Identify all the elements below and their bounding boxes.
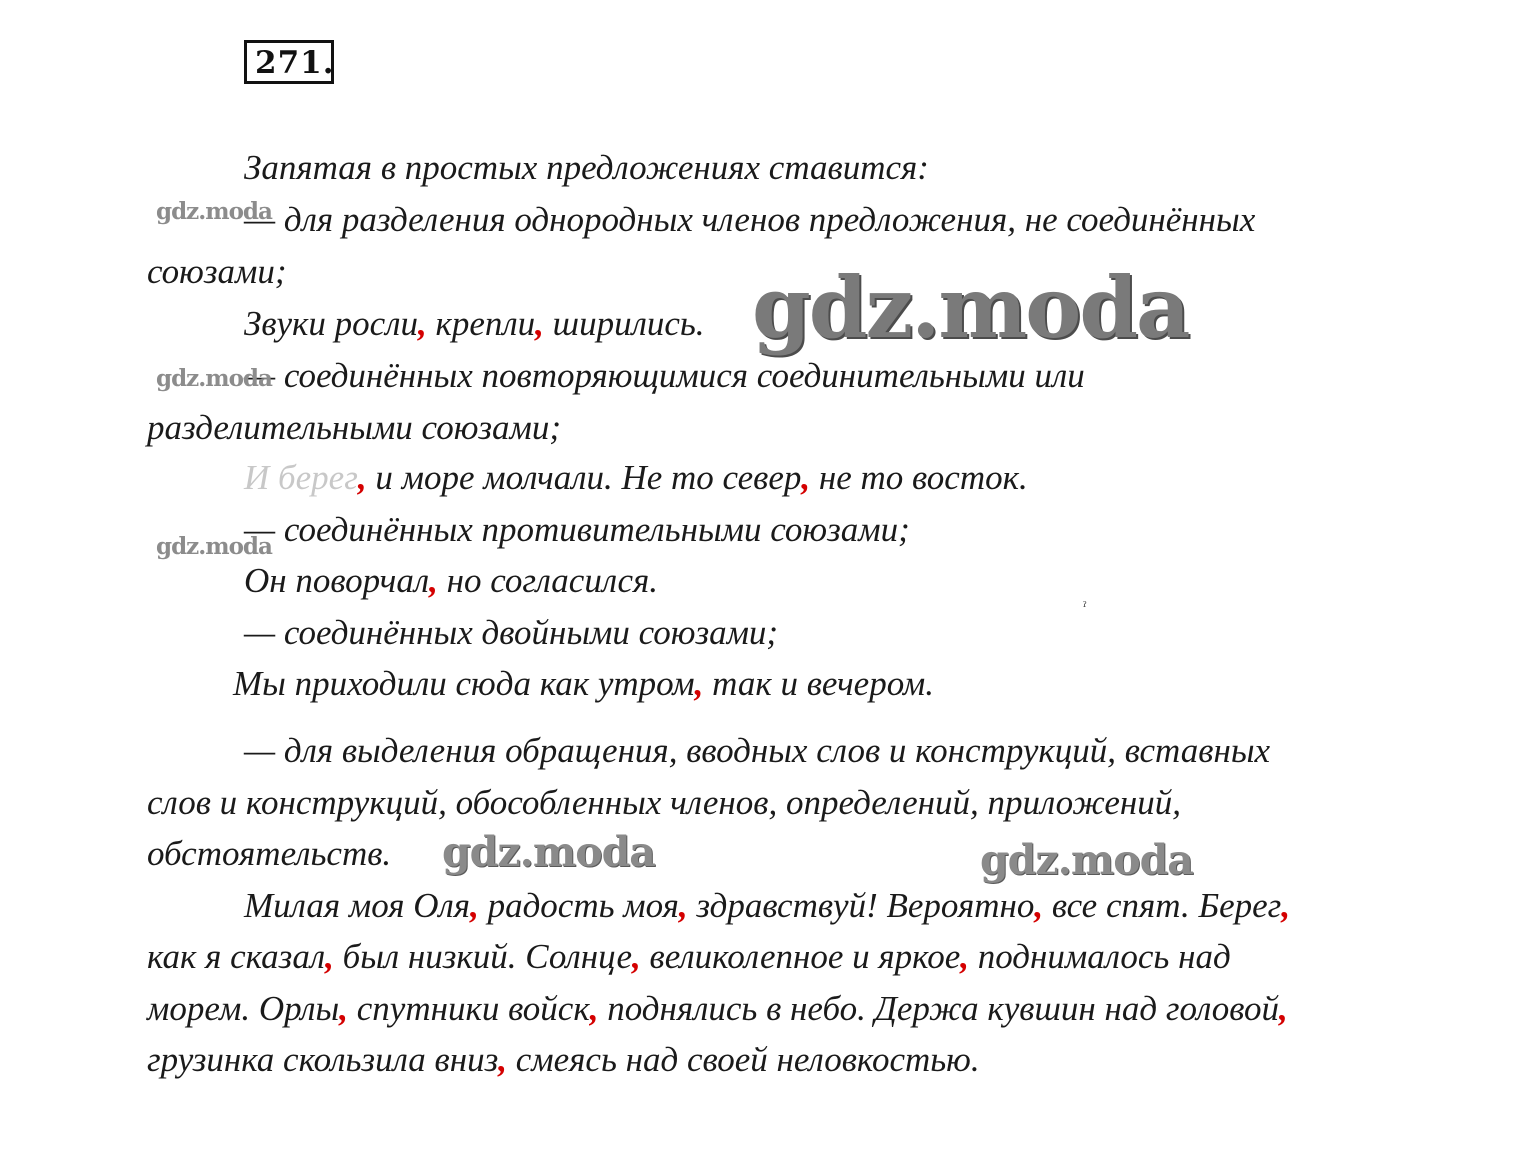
rule-homogeneous-cont [147, 250, 287, 294]
comma-mark: , [535, 304, 544, 343]
example-text: как я сказал [147, 937, 326, 976]
example-text: великолепное и яркое [640, 937, 961, 976]
comma-mark: , [498, 1040, 507, 1079]
rule-adversative [244, 508, 910, 552]
watermark-logo: gdz.moda [442, 828, 655, 876]
comma-mark: , [694, 664, 704, 703]
comma-mark: , [678, 886, 688, 925]
example-text: спутники войск [348, 989, 590, 1028]
comma-mark: , [470, 886, 479, 925]
rule-repeated-conj-cont [147, 406, 561, 450]
comma-mark: , [429, 561, 438, 600]
watermark-logo: gdz.moda [156, 533, 272, 560]
rule-homogeneous-text: — для разделения однородных членов предложения, не соединённых [244, 200, 1256, 239]
example-text: но согласился. [437, 561, 659, 600]
comma-mark: , [589, 989, 599, 1028]
rule-isolation-text: — для выделения обращения, вводных слов и конструкций, вставных [244, 731, 1271, 770]
watermark-logo: gdz.moda [752, 258, 1189, 357]
exercise-number: 271 [255, 45, 323, 81]
example-text: грузинка скользила вниз [147, 1040, 499, 1079]
stray-mark: ˀ [1083, 600, 1087, 616]
example-grumbled [244, 559, 658, 603]
example-text: поднималось над [969, 937, 1231, 976]
rule-repeated-conj-text: — соединённых повторяющимися соединительными или [244, 356, 1085, 395]
example-text: Милая моя Оля [244, 886, 471, 925]
example-text: так и вечером. [703, 664, 934, 703]
comma-mark: , [632, 937, 641, 976]
rule-intro [244, 146, 929, 190]
example-text: морем. Орлы [147, 989, 340, 1028]
comma-mark: , [1281, 886, 1291, 925]
example-sounds [244, 302, 705, 346]
rule-isolation [244, 729, 1270, 773]
example-text: крепли [426, 304, 536, 343]
comma-mark: , [417, 304, 427, 343]
rule-isolation-cont [147, 781, 1181, 825]
rule-homogeneous [244, 198, 1255, 242]
comma-mark: , [325, 937, 334, 976]
rule-homogeneous-cont-text: союзами; [147, 252, 287, 291]
comma-mark: , [1034, 886, 1044, 925]
comma-mark: , [801, 458, 811, 497]
example-text: все спят. Берег [1043, 886, 1282, 925]
example-olya [244, 884, 1290, 928]
example-eagles [147, 987, 1288, 1031]
example-georgian [147, 1038, 980, 1082]
comma-mark: , [960, 937, 969, 976]
example-text: смеясь над своей неловкостью. [506, 1040, 980, 1079]
rule-repeated-conj-cont-text: разделительными союзами; [147, 408, 562, 447]
example-text: Он поворчал [244, 561, 430, 600]
comma-mark: , [357, 458, 367, 497]
exercise-number-dot: . [322, 45, 335, 81]
rule-isolation-cont-text: слов и конструкций, обособленных членов, определений, приложений, [147, 783, 1182, 822]
exercise-number-box [244, 40, 334, 84]
comma-mark: , [339, 989, 348, 1028]
example-text: ширились. [543, 304, 705, 343]
example-text: не то восток. [810, 458, 1028, 497]
watermark-logo: gdz.moda [156, 198, 272, 225]
comma-mark: , [1279, 989, 1288, 1028]
rule-adversative-text: — соединённых противительными союзами; [244, 510, 910, 549]
rule-isolation-end-text: обстоятельств. [147, 834, 392, 873]
example-text: И берег [244, 458, 358, 497]
rule-intro-text: Запятая в простых предложениях ставится: [244, 148, 929, 187]
watermark-logo: gdz.moda [980, 836, 1193, 884]
rule-repeated-conj [244, 354, 1085, 398]
rule-isolation-end [147, 832, 391, 876]
example-morning [233, 662, 934, 706]
watermark-logo: gdz.moda [156, 365, 272, 392]
example-text: Мы приходили сюда как утром [233, 664, 695, 703]
example-text: Звуки росли [244, 304, 418, 343]
example-text: здравствуй! Вероятно [687, 886, 1035, 925]
example-text: радость моя [478, 886, 679, 925]
example-text: поднялись в небо. Держа кувшин над головой [598, 989, 1280, 1028]
example-shore [244, 456, 1028, 500]
rule-double-conj [244, 611, 778, 655]
example-text: и море молчали. Не то север [366, 458, 802, 497]
example-sun [147, 935, 1231, 979]
rule-double-conj-text: — соединённых двойными союзами; [244, 613, 779, 652]
example-text: был низкий. Солнце [333, 937, 633, 976]
